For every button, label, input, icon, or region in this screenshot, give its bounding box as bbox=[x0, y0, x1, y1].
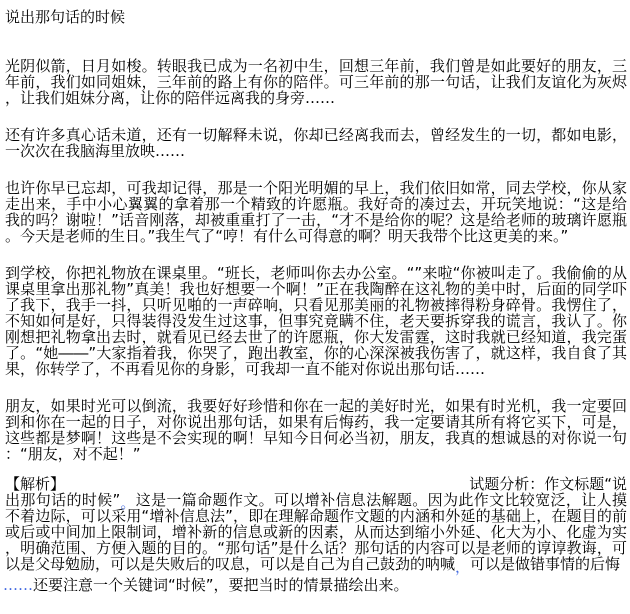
essay-paragraph-1: 光阴似箭，日月如梭。转眼我已成为一名初中生，回想三年前，我们曾是如此要好的朋友，三年前，我们如同姐妹，三年前的路上有你的陪伴。可三年前的那一句话，让我们友谊化为灰烬，让我们姐妹分离，让你的陪伴远离我的身旁…… bbox=[5, 57, 627, 107]
analysis-body-part3: 可以是做错事情的后悔 bbox=[470, 555, 621, 573]
essay-paragraph-4: 到学校，你把礼物放在课桌里。“班长，老师叫你去办公室。“”来啦“你被叫走了。我偷偷的从课桌里拿出那礼物”真美！我也好想要一个啊！”正在我陶醉在这礼物的美中时，后面的同学吓了我下，我手一抖，只听见啪的一声碎响，只看见那美丽的礼物被摔得粉身碎骨。我愣住了，不知如何是好，只得装得没发生过这事，但事究竟瞒不住，老天要拆穿我的谎言，我认了。你刚想把礼物拿出去时，就看见已经去世了的许愿瓶，你大发雷霆，这时我就已经知道，我完蛋了。“她――”大家指着我，你哭了，跑出教室，你的心深深被我伤害了，就这样，我自食了其果，你转学了，不再看见你的身影，可我却一直不能对你说出那句话…… bbox=[5, 264, 627, 378]
analysis-body-part1: 出那句话的时候” bbox=[5, 491, 121, 509]
blue-period-mark: 。 bbox=[120, 494, 136, 512]
essay-title: 说出那句话的时候 bbox=[5, 8, 126, 26]
analysis-body bbox=[5, 491, 627, 576]
analysis-intro-right: 试题分析：作文标题“说 bbox=[469, 475, 627, 493]
essay-paragraph-2: 还有许多真心话未道，还有一切解释未说，你却已经离我而去，曾经发生的一切，都如电影，一次次在我脑海里放映…… bbox=[5, 126, 627, 160]
analysis-section bbox=[5, 476, 627, 593]
blue-ellipsis-mark: …… bbox=[3, 576, 33, 594]
analysis-label: 【解析】 bbox=[5, 475, 66, 493]
analysis-last-line-text: 还要注意一个关键词“时候”，要把当时的情景描绘出来。 bbox=[33, 576, 409, 594]
essay-paragraph-5: 朋友，如果时光可以倒流，我要好好珍惜和你在一起的美好时光，如果有时光机，我一定要回到和你在一起的日子，对你说出那句话，如果有后悔药，我一定要请其所有将它买下，可是，这些都是梦啊！这些是不会实现的啊！早知今日何必当初，朋友，我真的想诚恳的对你说一句：“朋友，对不起！” bbox=[5, 397, 627, 463]
analysis-last-line bbox=[3, 577, 627, 593]
blue-comma-mark: ， bbox=[455, 558, 471, 576]
analysis-body-part2: 这是一篇命题作文。可以增补信息法解题。因为此作文比较宽泛，让人摸不着边际，可以采用“增补信息法”，即在理解命题作文题的内涵和外延的基础上，在题目的前或后或中间加上限制词，增补新的信息或新的因素，从而达到缩小外延、化大为小、化虚为实，明确范围、方便入题的目的。“那句话”是什么话？那句话的内容可以是老师的谆谆教诲，可以是父母勉励，可以是失败后的叹息，可以是自己为自己鼓劲的呐喊 bbox=[5, 491, 627, 573]
essay-paragraph-3: 也许你早已忘却，可我却记得，那是一个阳光明媚的早上，我们依旧如常，同去学校，你从家走出来，手中小心翼翼的拿着那一个精致的许愿瓶。我好奇的凑过去，开玩笑地说：“这是给我的吗？谢啦！”话音刚落，却被重重打了一击，“才不是给你的呢？这是给老师的玻璃许愿瓶。今天是老师的生日。”我生气了“哼！有什么可得意的啊？明天我带个比这更美的来。” bbox=[5, 179, 627, 245]
analysis-first-line bbox=[5, 476, 627, 492]
